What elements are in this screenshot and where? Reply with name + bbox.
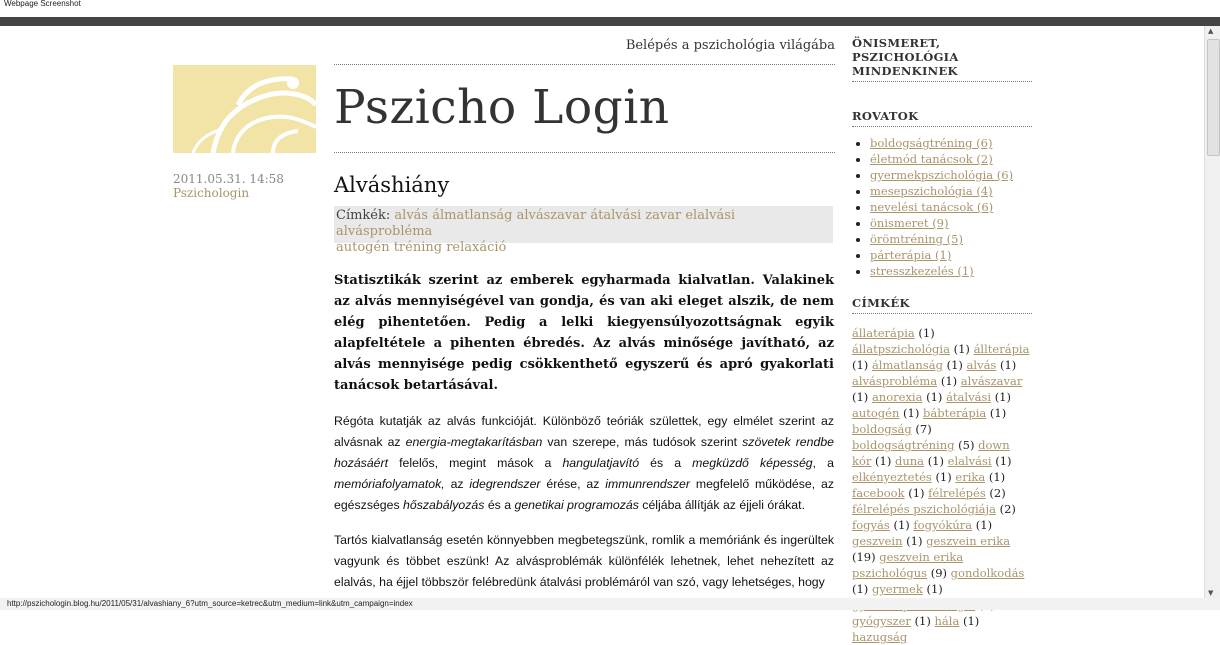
tag-count: (1) [908,486,925,500]
tag-cloud-link[interactable]: facebook [852,486,905,500]
tag-count: (1) [935,470,952,484]
tag-cloud-link[interactable]: állterápia [973,342,1030,356]
category-link[interactable]: párterápia (1) [870,248,952,262]
category-link[interactable]: stresszkezelés (1) [870,264,974,278]
tag-link[interactable]: átalvási [590,208,642,223]
tag-count: (7) [915,422,932,436]
tag-count: (1) [852,358,869,372]
list-item [870,247,1032,263]
category-link[interactable]: életmód tanácsok (2) [870,152,993,166]
post-title[interactable]: Alváshiány [334,173,450,197]
post-date: 2011.05.31. 14:58 [173,172,284,186]
browser-top-bar [0,17,1220,26]
tag-link[interactable]: alvásprobléma [336,224,433,239]
list-item [870,183,1032,199]
site-tagline: Belépés a pszichológia világába [625,38,835,53]
list-item [870,167,1032,183]
category-link[interactable]: boldogságtréning (6) [870,136,993,150]
blog-logo[interactable] [173,65,316,153]
tag-cloud-link[interactable]: álmatlanság [871,358,943,372]
tag-cloud-link[interactable]: félrelépés pszichológiája [852,502,996,516]
category-link[interactable]: örömtréning (5) [870,232,963,246]
tag-cloud-link[interactable]: hazugság [852,630,908,644]
tag-cloud-link[interactable]: autogén [852,406,900,420]
tag-link[interactable]: álmatlanság [432,208,513,223]
list-item [870,199,1032,215]
tag-cloud-link[interactable]: boldogságtréning [852,438,955,452]
tag-cloud-link[interactable]: alvásprobléma [852,374,938,388]
vertical-scrollbar[interactable] [1204,26,1220,598]
scroll-down-icon[interactable]: ▼ [1208,589,1214,597]
tag-cloud-link[interactable]: alvászavar [960,374,1023,388]
tag-cloud-link[interactable]: állaterápia [852,326,915,340]
tag-count: (1) [914,614,931,628]
tag-cloud-link[interactable]: fogyókúra [913,518,973,532]
tag-cloud-link[interactable]: geszvein erika pszichológus [852,550,964,580]
tag-count: (1) [926,582,943,596]
tag-link[interactable]: relaxáció [446,240,507,255]
post-author-link[interactable]: Pszichologin [173,186,250,200]
tag-count: (1) [946,358,963,372]
tag-cloud-link[interactable]: átalvási [946,390,992,404]
tag-count: (9) [930,566,947,580]
scroll-up-icon[interactable]: ▲ [1208,27,1214,35]
tag-count: (1) [975,518,993,532]
tag-count: (1) [994,390,1011,404]
tag-cloud-link[interactable]: félrelépés [928,486,986,500]
tag-count: (1) [893,518,910,532]
tag-cloud-link[interactable]: gyermek [871,582,923,596]
tag-count: (1) [903,406,920,420]
sidebar [852,36,1032,645]
tag-count: (1) [940,374,958,388]
tag-count: (1) [918,326,935,340]
list-item [870,215,1032,231]
tag-cloud-link[interactable]: gyógyszer [852,614,911,628]
tag-count: (2) [999,502,1016,516]
tag-count: (1) [926,390,943,404]
tag-cloud-link[interactable]: alvás [966,358,997,372]
tag-count: (1) [852,390,869,404]
list-item [870,135,1032,151]
tag-cloud-link[interactable]: down kór [852,438,1010,468]
tags-label: Címkék: [336,208,391,223]
post-paragraph: Régóta kutatják az alvás funkcióját. Különböző teóriák születtek, egy elmélet szerint az alvásnak az energia-megtakarításban van szerepe, más tudósok szerint szövetek rendbe hozásáért felelős, megint mások a hangulatjavító és a megküzdő képesség, a memóriafolyamatok, az idegrendszer érése, az immunrendszer megfelelő működése, az egészséges hőszabályozás és a genetikai programozás céljába állítják az éjjeli órákat. [334,414,835,512]
tag-count: (1) [906,534,923,548]
post-body [334,270,834,607]
tag-count: (1) [989,406,1007,420]
tag-link[interactable]: autogén [336,240,390,255]
site-title[interactable]: Pszicho Login [334,80,670,135]
tag-count: (1) [1000,358,1017,372]
scrollbar-thumb[interactable] [1207,39,1220,156]
tag-cloud-link[interactable]: fogyás [852,518,890,532]
tag-link[interactable]: alvászavar [516,208,587,223]
tag-cloud-link[interactable]: duna [895,454,925,468]
tag-count: (1) [875,454,892,468]
tag-cloud-link[interactable]: elkényeztetés [852,470,932,484]
tag-cloud-link[interactable]: geszvein erika [926,534,1011,548]
tag-link[interactable]: tréning [393,240,443,255]
tag-cloud [852,325,1032,645]
tag-cloud-link[interactable]: anorexia [871,390,923,404]
list-item [870,151,1032,167]
status-bar-url: http://pszichologin.blog.hu/2011/05/31/alvashiany_6?utm_source=ketrec&utm_medium=link&utm_campaign=index [0,598,1220,610]
tag-count: (5) [958,438,975,452]
category-link[interactable]: nevelési tanácsok (6) [870,200,994,214]
category-link[interactable]: önismeret (9) [870,216,949,230]
tag-count: (1) [995,454,1012,468]
category-link[interactable]: mesepszichológia (4) [870,184,993,198]
tag-count: (1) [953,342,970,356]
tag-cloud-link[interactable]: boldogság [852,422,912,436]
category-link[interactable]: gyermekpszichológia (6) [870,168,1014,182]
divider [334,64,835,65]
logo-swirl-icon [173,65,316,153]
tag-link[interactable]: alvás [394,208,429,223]
list-item [870,263,1032,279]
tag-cloud-link[interactable]: erika [955,470,986,484]
tag-cloud-link[interactable]: hála [934,614,960,628]
tag-count: (19) [852,550,876,564]
tag-cloud-link[interactable]: elalvási [947,454,992,468]
post-tags [334,206,833,255]
category-list [852,135,1032,279]
sidebar-about-title: ÖNISMERET, PSZICHOLÓGIA MINDENKINEK [852,36,1032,82]
tag-link[interactable]: elalvási [685,208,736,223]
tag-cloud-link[interactable]: bábterápia [923,406,987,420]
sidebar-rovatok-title: ROVATOK [852,109,1032,127]
tag-count: (1) [988,470,1006,484]
sidebar-cimkek-title: CÍMKÉK [852,296,1032,314]
divider [334,152,835,153]
tag-count: (1) [927,454,944,468]
tag-count: (1) [962,614,980,628]
tag-count: (1) [852,582,869,596]
tag-cloud-link[interactable]: geszvein [852,534,903,548]
post-paragraph: Tartós kialvatlanság esetén könnyebben megbetegszünk, romlik a memóriánk és ingerültek vagyunk és többet eszünk! Az alvásproblémák különfélék lehetnek, lehet nehezített az elalvás, ha éjjel többször felébredünk átalvási problémáról van szó, vagy lehetséges, hogy [334,533,834,589]
tag-cloud-link[interactable]: gondolkodás [950,566,1025,580]
tag-count: (2) [989,486,1006,500]
tag-cloud-link[interactable]: állatpszichológia [852,342,950,356]
tag-link[interactable]: zavar [645,208,682,223]
post-lead: Statisztikák szerint az emberek egyharmada kialvatlan. Valakinek az alvás mennyiségével van gondja, és van aki eleget alszik, de nem elég pihentetően. Pedig a lelki kiegyensúlyozottságnak egyik alapfeltétele a pihenten ébredés. Az alvás minősége javítható, az alvás mennyisége pedig csökkenthető egyszerű és apró gyakorlati tanácsok betartásával. [334,273,834,393]
list-item [870,231,1032,247]
window-caption: Webpage Screenshot [4,0,81,8]
